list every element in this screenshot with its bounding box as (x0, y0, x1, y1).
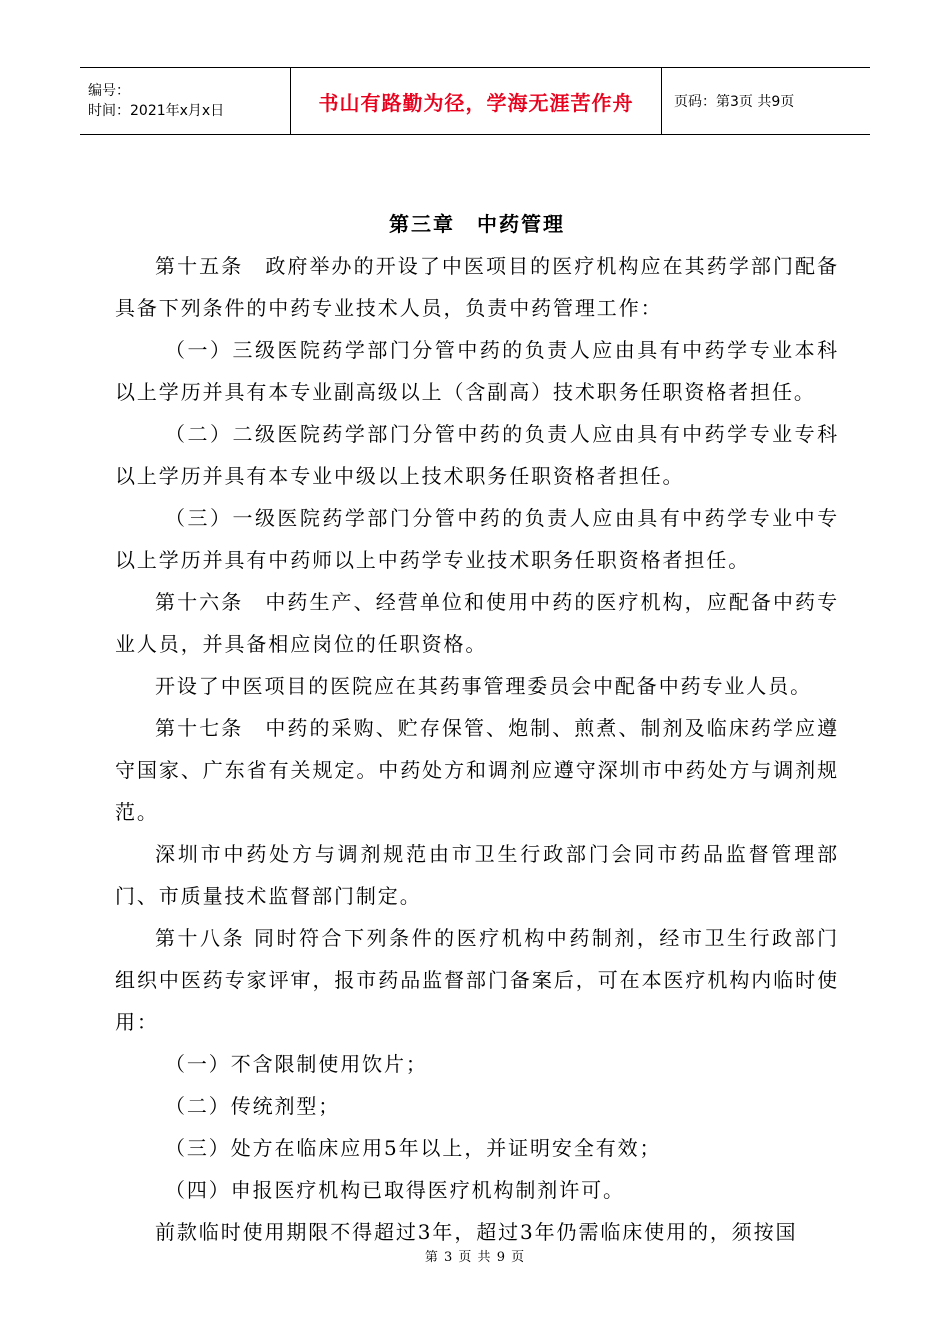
chapter-title: 第三章 中药管理 (389, 212, 565, 236)
header-page-info: 页码：第3页 共9页 (674, 94, 795, 110)
paragraph: （三）处方在临床应用5年以上，并证明安全有效； (165, 1136, 662, 1160)
paragraph: （二）传统剂型； (165, 1094, 341, 1118)
paragraph: （一）不含限制使用饮片； (165, 1052, 428, 1076)
paragraph: （二）二级医院药学部门分管中药的负责人应由具有中药学专业专科以上学历并具有本专业中级以上技术职务任职资格者担任。 (115, 422, 839, 488)
paragraph: 第十七条 中药的采购、贮存保管、炮制、煎煮、制剂及临床药学应遵守国家、广东省有关规定。中药处方和调剂应遵守深圳市中药处方与调剂规范。 (115, 716, 839, 824)
header-motto: 书山有路勤为径，学海无涯苦作舟 (291, 68, 662, 135)
header-time-label: 时间：2021年x月x日 (88, 103, 225, 119)
document-body (115, 203, 839, 1253)
paragraph: 前款临时使用期限不得超过3年，超过3年仍需临床使用的，须按国 (155, 1220, 798, 1244)
page-footer: 第 3 页 共 9 页 (424, 1250, 526, 1265)
paragraph: 第十六条 中药生产、经营单位和使用中药的医疗机构，应配备中药专业人员，并具备相应岗位的任职资格。 (115, 590, 839, 656)
paragraph: （一）三级医院药学部门分管中药的负责人应由具有中药学专业本科以上学历并具有本专业副高级以上（含副高）技术职务任职资格者担任。 (115, 338, 839, 404)
paragraph: （三）一级医院药学部门分管中药的负责人应由具有中药学专业中专以上学历并具有中药师以上中药学专业技术职务任职资格者担任。 (115, 506, 839, 572)
header-meta-cell (80, 68, 291, 135)
paragraph: （四）申报医疗机构已取得医疗机构制剂许可。 (165, 1178, 625, 1202)
paragraph: 第十八条 同时符合下列条件的医疗机构中药制剂，经市卫生行政部门组织中医药专家评审，报市药品监督部门备案后，可在本医疗机构内临时使用： (115, 926, 839, 1034)
page-header (80, 67, 870, 135)
paragraph: 深圳市中药处方与调剂规范由市卫生行政部门会同市药品监督管理部门、市质量技术监督部门制定。 (115, 842, 839, 908)
paragraph: 开设了中医项目的医院应在其药事管理委员会中配备中药专业人员。 (155, 674, 812, 698)
header-number-label: 编号： (88, 83, 130, 99)
paragraph: 第十五条 政府举办的开设了中医项目的医疗机构应在其药学部门配备具备下列条件的中药专业技术人员，负责中药管理工作： (115, 254, 839, 320)
